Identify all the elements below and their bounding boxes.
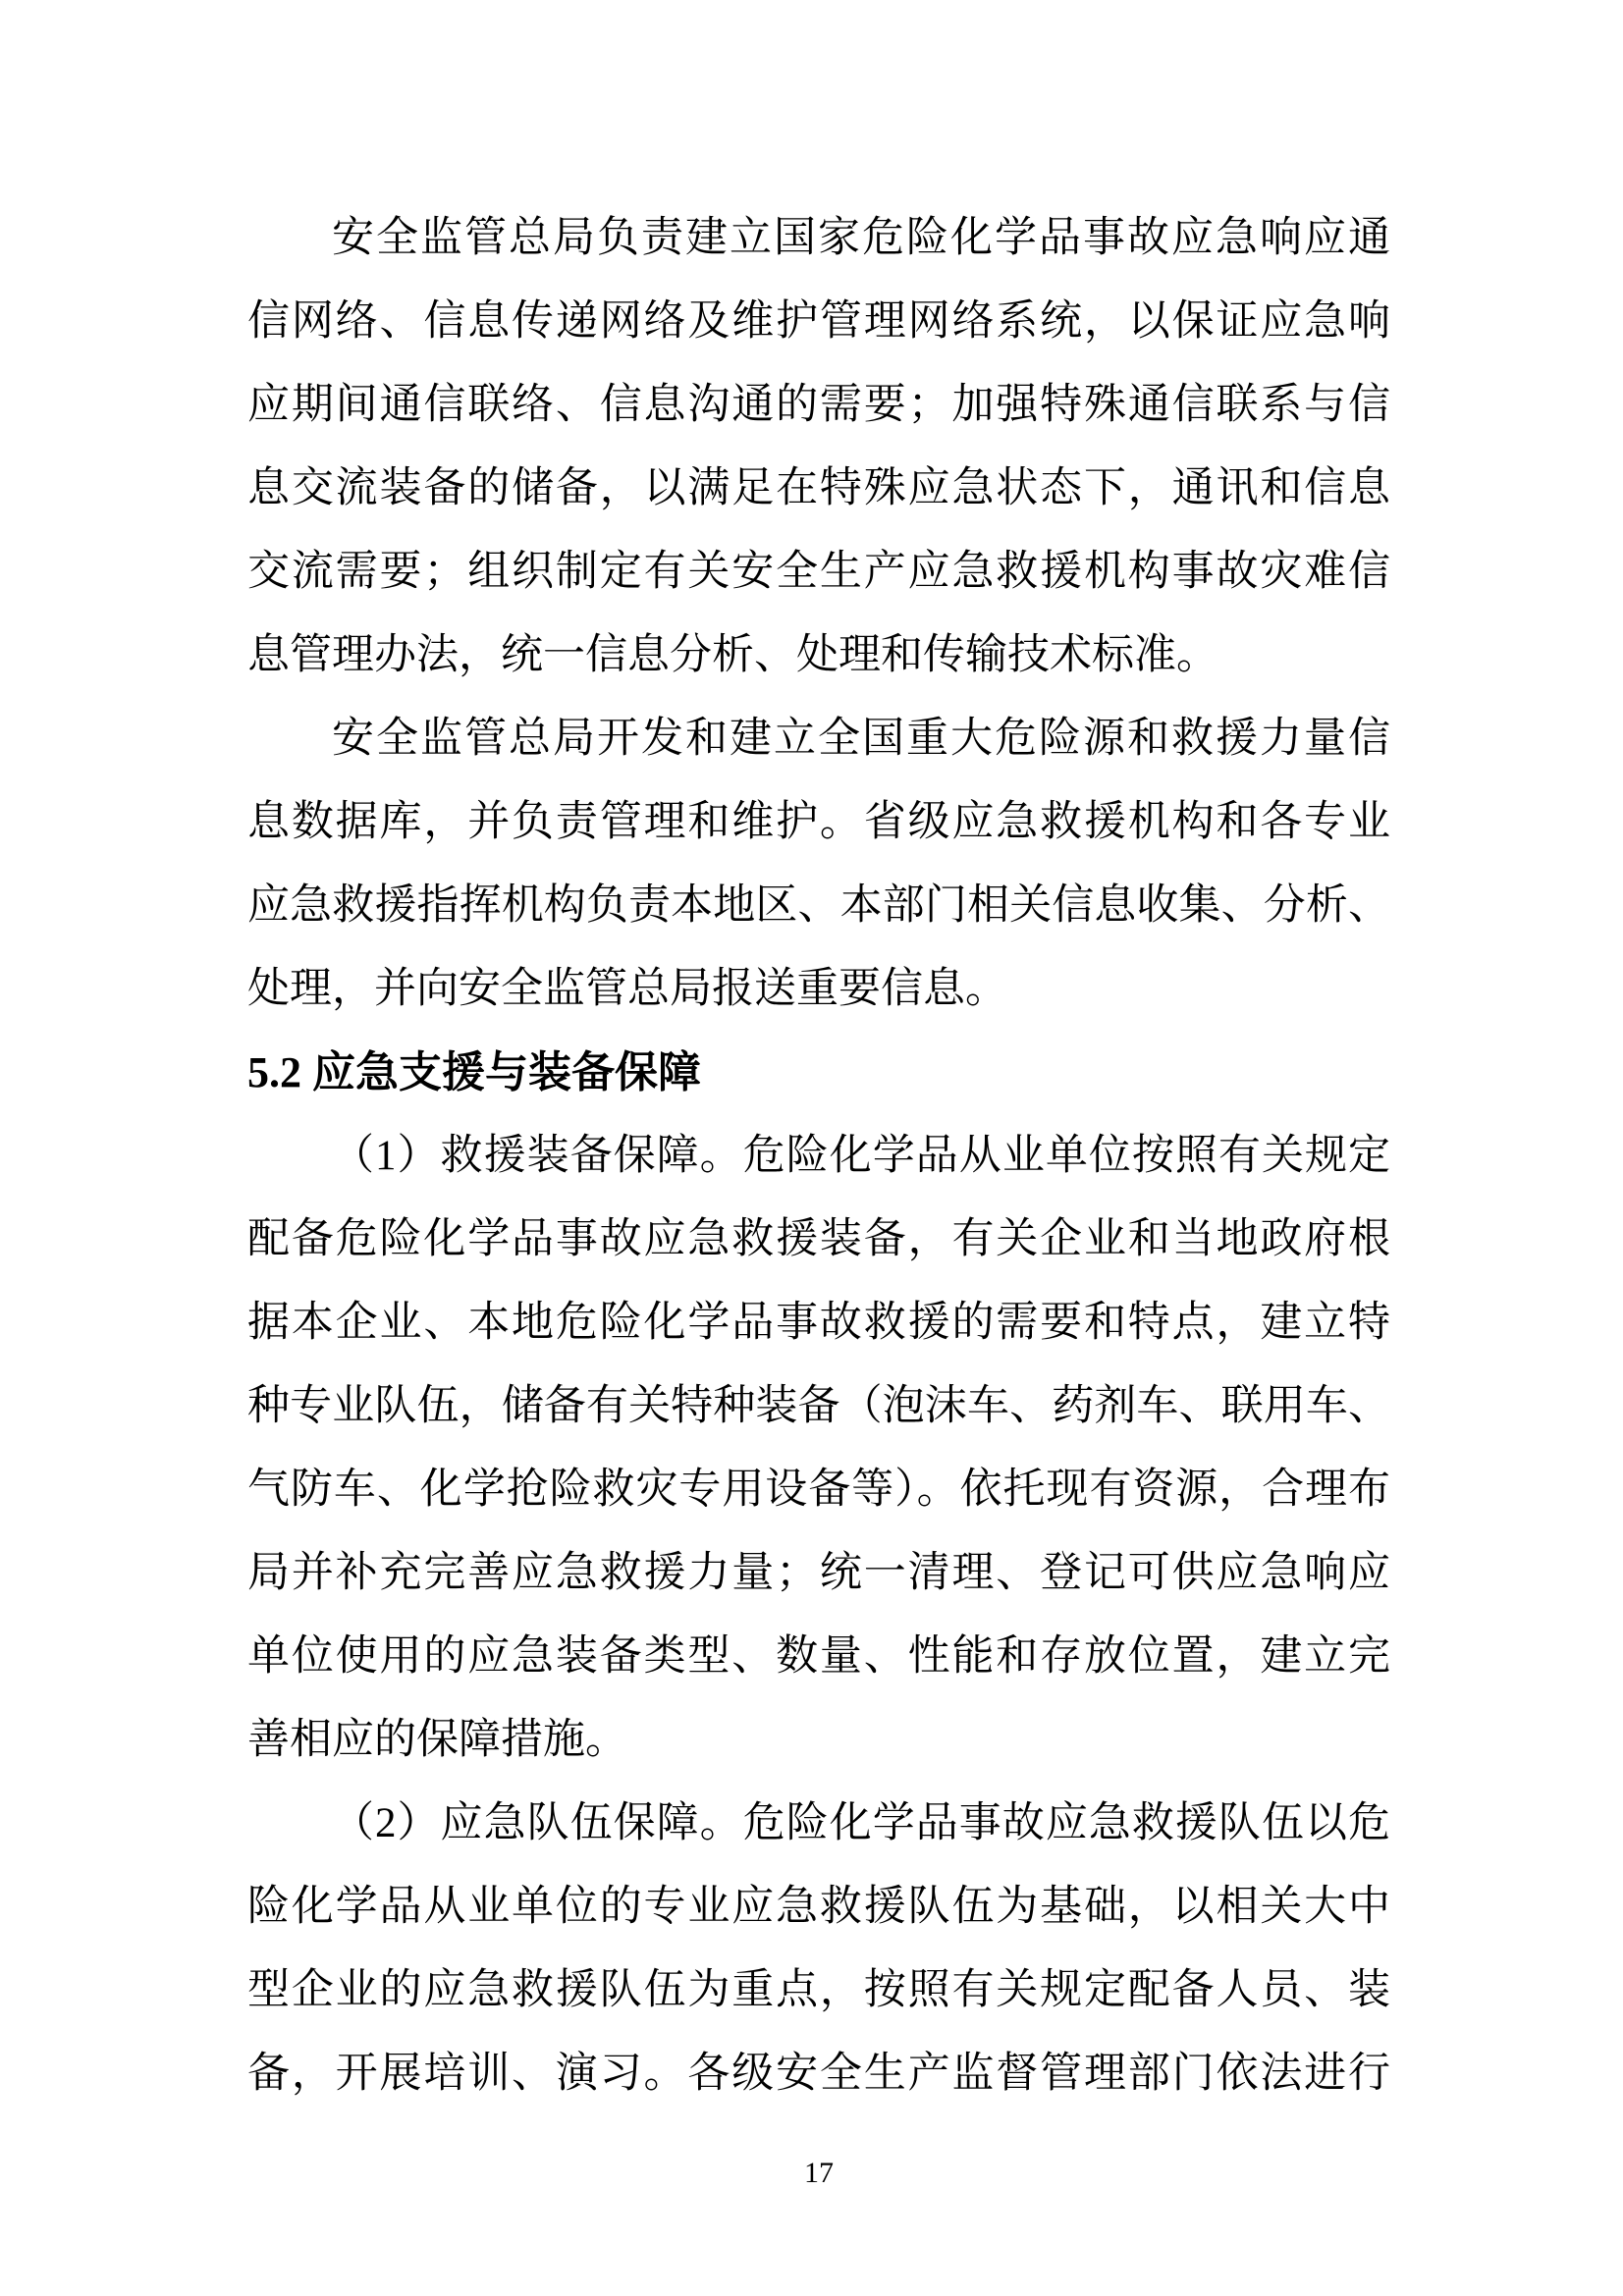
paragraph1-line6: 息管理办法，统一信息分析、处理和传输技术标准。	[247, 632, 1218, 678]
paragraph3-line8: 善相应的保障措施。	[247, 1717, 627, 1763]
paragraph2-line3: 应急救援指挥机构负责本地区、本部门相关信息收集、分析、	[247, 882, 1390, 929]
paragraph3-line1: （1）救援装备保障。危险化学品从业单位按照有关规定	[332, 1133, 1390, 1179]
paragraph2-line1: 安全监管总局开发和建立全国重大危险源和救援力量信	[332, 716, 1390, 762]
paragraph3-line2: 配备危险化学品事故应急救援装备，有关企业和当地政府根	[247, 1216, 1390, 1262]
paragraph4-line4: 备，开展培训、演习。各级安全生产监督管理部门依法进行	[247, 2051, 1390, 2097]
paragraph3-line6: 局并补充完善应急救援力量；统一清理、登记可供应急响应	[247, 1550, 1390, 1596]
paragraph2-line2: 息数据库，并负责管理和维护。省级应急救援机构和各专业	[247, 799, 1390, 845]
section-heading: 5.2 应急支援与装备保障	[247, 1048, 701, 1096]
paragraph3-line3: 据本企业、本地危险化学品事故救援的需要和特点，建立特	[247, 1300, 1390, 1346]
paragraph1-line2: 信网络、信息传递网络及维护管理网络系统，以保证应急响	[247, 298, 1390, 345]
paragraph3-line7: 单位使用的应急装备类型、数量、性能和存放位置，建立完	[247, 1633, 1390, 1680]
paragraph4-line2: 险化学品从业单位的专业应急救援队伍为基础，以相关大中	[247, 1884, 1390, 1930]
page-number: 17	[804, 2157, 834, 2189]
paragraph1-line1: 安全监管总局负责建立国家危险化学品事故应急响应通	[332, 215, 1390, 261]
paragraph1-line3: 应期间通信联络、信息沟通的需要；加强特殊通信联系与信	[247, 382, 1390, 428]
paragraph3-line4: 种专业队伍，储备有关特种装备（泡沫车、药剂车、联用车、	[247, 1383, 1390, 1429]
paragraph1-line4: 息交流装备的储备，以满足在特殊应急状态下，通讯和信息	[247, 465, 1390, 511]
paragraph1-line5: 交流需要；组织制定有关安全生产应急救援机构事故灾难信	[247, 549, 1390, 595]
paragraph3-line5: 气防车、化学抢险救灾专用设备等）。依托现有资源，合理布	[247, 1467, 1390, 1513]
paragraph4-line1: （2）应急队伍保障。危险化学品事故应急救援队伍以危	[332, 1800, 1390, 1846]
document-text	[247, 196, 1390, 2115]
paragraph2-line4: 处理，并向安全监管总局报送重要信息。	[247, 966, 1007, 1012]
paragraph4-line3: 型企业的应急救援队伍为重点，按照有关规定配备人员、装	[247, 1967, 1390, 2013]
